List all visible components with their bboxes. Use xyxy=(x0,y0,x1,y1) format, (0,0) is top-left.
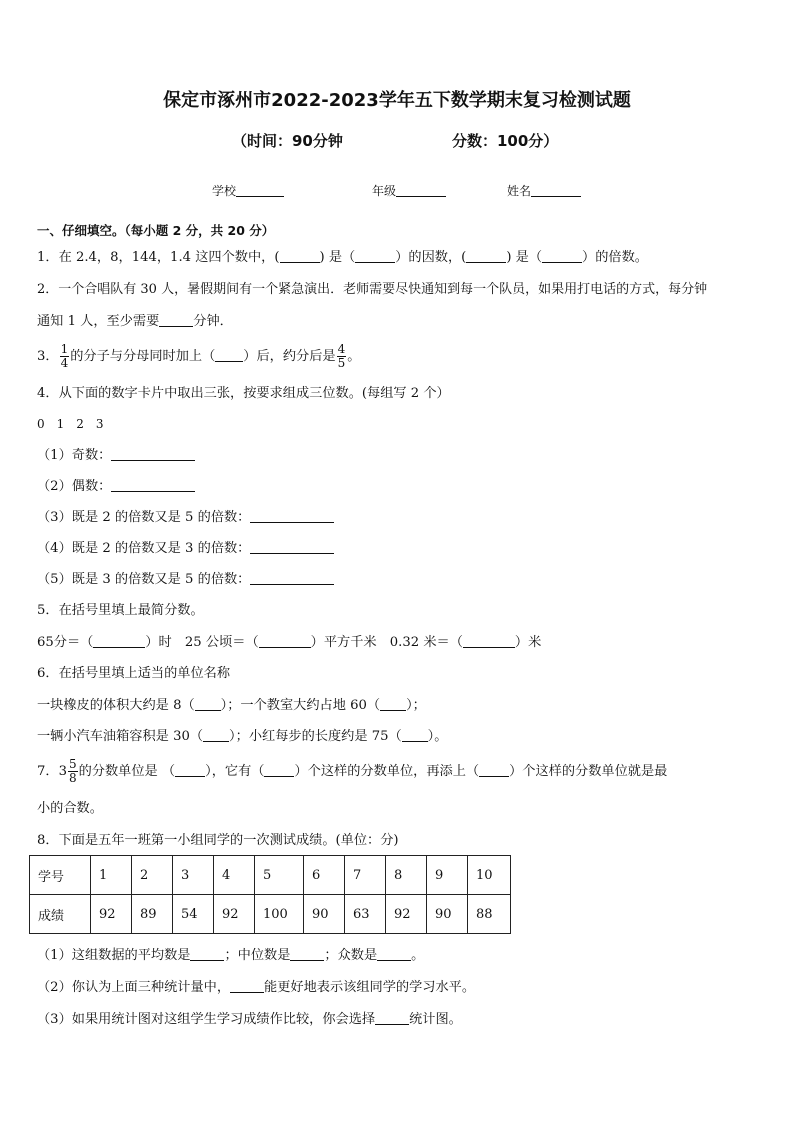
q4-part-5-blank[interactable] xyxy=(250,571,334,585)
q1-text-a: 1．在 2.4，8，144，1.4 这四个数中，( xyxy=(37,250,280,265)
q8-blank-mean[interactable] xyxy=(190,947,224,961)
table-cell: 3 xyxy=(173,856,214,895)
q8-part-1 xyxy=(37,947,424,965)
q1-text-b: ) 是（ xyxy=(319,250,356,265)
question-1 xyxy=(37,249,648,267)
q7-blank-3[interactable] xyxy=(479,763,509,777)
q4-part-4-blank[interactable] xyxy=(250,540,334,554)
question-5-stem: 5．在括号里填上最简分数。 xyxy=(37,603,204,618)
table-cell: 92 xyxy=(214,895,255,934)
q4-part-1 xyxy=(37,447,195,465)
question-4-stem: 4．从下面的数字卡片中取出三张，按要求组成三位数。(每组写 2 个） xyxy=(37,386,450,401)
q4-part-5 xyxy=(37,571,334,589)
q4-part-2 xyxy=(37,478,195,496)
q4-part-4 xyxy=(37,540,334,558)
section-heading: 一、仔细填空。（每小题 2 分，共 20 分） xyxy=(37,223,275,238)
table-cell: 4 xyxy=(214,856,255,895)
q4-part-1-label: （1）奇数： xyxy=(37,448,112,463)
q7-frac-numerator: 5 xyxy=(68,757,77,771)
q6-text-2a: 一辆小汽车油箱容积是 30（ xyxy=(37,729,204,744)
table-cell: 54 xyxy=(173,895,214,934)
grade-blank[interactable] xyxy=(396,184,446,197)
q1-blank-4[interactable] xyxy=(542,249,582,263)
q6-text-1c: ）； xyxy=(406,698,426,713)
school-label: 学校 xyxy=(212,184,237,198)
table-cell: 学号 xyxy=(30,856,91,895)
q8-p1-text-a: （1）这组数据的平均数是 xyxy=(37,948,191,963)
q1-blank-1[interactable] xyxy=(280,249,320,263)
q8-blank-mode[interactable] xyxy=(377,947,411,961)
q6-text-2c: ）。 xyxy=(427,729,448,744)
q6-blank-4[interactable] xyxy=(402,728,428,742)
q4-part-3-blank[interactable] xyxy=(250,509,334,523)
q3-fraction-2 xyxy=(337,343,347,370)
q8-part-3 xyxy=(37,1011,462,1029)
exam-title: 保定市涿州市2022-2023学年五下数学期末复习检测试题 xyxy=(163,90,631,111)
q7-text-e: ）个这样的分数单位就是最 xyxy=(509,764,668,779)
q8-p2-text-b: 能更好地表示该组同学的学习水平。 xyxy=(264,980,476,995)
table-cell: 92 xyxy=(91,895,132,934)
q2-text-a: 通知 1 人，至少需要 xyxy=(37,314,160,329)
school-blank[interactable] xyxy=(236,184,284,197)
table-cell: 88 xyxy=(468,895,511,934)
table-cell: 1 xyxy=(91,856,132,895)
q5-blank-1[interactable] xyxy=(93,634,145,648)
q6-blank-2[interactable] xyxy=(380,697,406,711)
exam-time: （时间：90分钟 xyxy=(232,132,343,150)
table-cell: 92 xyxy=(386,895,427,934)
q4-part-1-blank[interactable] xyxy=(111,447,195,461)
question-7-line-2: 小的合数。 xyxy=(37,801,103,816)
q8-blank-statistic[interactable] xyxy=(230,979,264,993)
q6-text-1a: 一块橡皮的体积大约是 8（ xyxy=(37,698,195,713)
q3-text-b: 的分子与分母同时加上（ xyxy=(70,349,216,364)
q3-text-c: ）后，约分后是 xyxy=(243,349,336,364)
table-cell: 90 xyxy=(427,895,468,934)
question-2-line-1: 2．一个合唱队有 30 人，暑假期间有一个紧急演出．老师需要尽快通知到每一个队员，如果用打电话的方式，每分钟 xyxy=(37,282,708,297)
q4-part-3-label: （3）既是 2 的倍数又是 5 的倍数： xyxy=(37,510,251,525)
q1-text-d: ) 是（ xyxy=(506,250,543,265)
table-cell: 成绩 xyxy=(30,895,91,934)
exam-score: 分数：100分） xyxy=(452,132,559,150)
table-row xyxy=(30,856,511,895)
q5-text-d: ）米 xyxy=(514,635,542,650)
q4-part-4-label: （4）既是 2 的倍数又是 3 的倍数： xyxy=(37,541,251,556)
q8-blank-chart[interactable] xyxy=(375,1011,409,1025)
question-6-line-1 xyxy=(37,697,426,715)
grade-field xyxy=(372,182,446,199)
q3-frac1-denominator: 4 xyxy=(60,356,69,370)
q2-text-b: 分钟． xyxy=(193,314,233,329)
q7-text-d: ）个这样的分数单位，再添上（ xyxy=(294,764,480,779)
question-3 xyxy=(37,342,360,372)
q5-text-b: ）时 25 公顷＝（ xyxy=(145,635,259,650)
q4-part-3 xyxy=(37,509,334,527)
q1-text-c: ）的因数，( xyxy=(395,250,467,265)
scores-table xyxy=(29,855,511,934)
q1-text-e: ）的倍数。 xyxy=(582,250,648,265)
q3-frac2-numerator: 4 xyxy=(337,342,346,356)
question-6-line-2 xyxy=(37,728,447,746)
table-cell: 5 xyxy=(255,856,304,895)
q8-p1-text-b: ；中位数是 xyxy=(224,948,291,963)
q6-blank-1[interactable] xyxy=(195,697,221,711)
q7-frac-denominator: 8 xyxy=(68,771,77,785)
question-6-stem: 6．在括号里填上适当的单位名称 xyxy=(37,666,231,681)
q7-fraction xyxy=(68,758,78,785)
q6-text-2b: ）；小红每步的长度约是 75（ xyxy=(229,729,402,744)
q4-part-2-blank[interactable] xyxy=(111,478,195,492)
table-cell: 7 xyxy=(345,856,386,895)
table-cell: 100 xyxy=(255,895,304,934)
q3-frac2-denominator: 5 xyxy=(337,356,346,370)
q7-blank-1[interactable] xyxy=(175,763,205,777)
question-2-line-2 xyxy=(37,313,233,331)
q5-blank-2[interactable] xyxy=(259,634,311,648)
table-cell: 2 xyxy=(132,856,173,895)
q8-p3-text-a: （3）如果用统计图对这组学生学习成绩作比较，你会选择 xyxy=(37,1012,376,1027)
q8-blank-median[interactable] xyxy=(290,947,324,961)
digit-cards: 0 1 2 3 xyxy=(37,417,104,431)
table-cell: 10 xyxy=(468,856,511,895)
q3-text-a: 3． xyxy=(37,349,59,364)
q8-p2-text-a: （2）你认为上面三种统计量中， xyxy=(37,980,231,995)
q3-frac1-numerator: 1 xyxy=(60,342,69,356)
q1-blank-2[interactable] xyxy=(355,249,395,263)
q3-text-d: 。 xyxy=(347,349,361,364)
q6-text-1b: ）；一个教室大约占地 60（ xyxy=(220,698,381,713)
q8-p1-text-d: 。 xyxy=(411,948,425,963)
question-7-line-1 xyxy=(37,757,667,787)
table-cell: 9 xyxy=(427,856,468,895)
question-5-items xyxy=(37,634,541,652)
table-cell: 63 xyxy=(345,895,386,934)
q5-blank-3[interactable] xyxy=(463,634,515,648)
table-row xyxy=(30,895,511,934)
q8-part-2 xyxy=(37,979,475,997)
name-blank[interactable] xyxy=(531,184,581,197)
school-field xyxy=(212,182,284,199)
q7-text-c: ），它有（ xyxy=(205,764,265,779)
name-label: 姓名 xyxy=(507,184,532,198)
q5-text-c: ）平方千米 0.32 米＝（ xyxy=(310,635,463,650)
q7-text-a: 7．3 xyxy=(37,764,67,779)
table-cell: 8 xyxy=(386,856,427,895)
q5-text-a: 65分＝（ xyxy=(37,635,94,650)
q2-blank[interactable] xyxy=(159,313,193,327)
q7-text-b: 的分数单位是 （ xyxy=(78,764,176,779)
q8-p1-text-c: ；众数是 xyxy=(324,948,378,963)
q8-p3-text-b: 统计图。 xyxy=(409,1012,462,1027)
q6-blank-3[interactable] xyxy=(203,728,229,742)
question-8-stem: 8．下面是五年一班第一小组同学的一次测试成绩。(单位：分) xyxy=(37,833,399,848)
table-cell: 6 xyxy=(304,856,345,895)
q4-part-2-label: （2）偶数： xyxy=(37,479,112,494)
grade-label: 年级 xyxy=(372,184,397,198)
table-cell: 89 xyxy=(132,895,173,934)
q7-blank-2[interactable] xyxy=(264,763,294,777)
q3-blank[interactable] xyxy=(215,348,243,362)
q1-blank-3[interactable] xyxy=(466,249,506,263)
q4-part-5-label: （5）既是 3 的倍数又是 5 的倍数： xyxy=(37,572,251,587)
name-field xyxy=(507,182,581,199)
table-cell: 90 xyxy=(304,895,345,934)
q3-fraction-1 xyxy=(60,343,70,370)
